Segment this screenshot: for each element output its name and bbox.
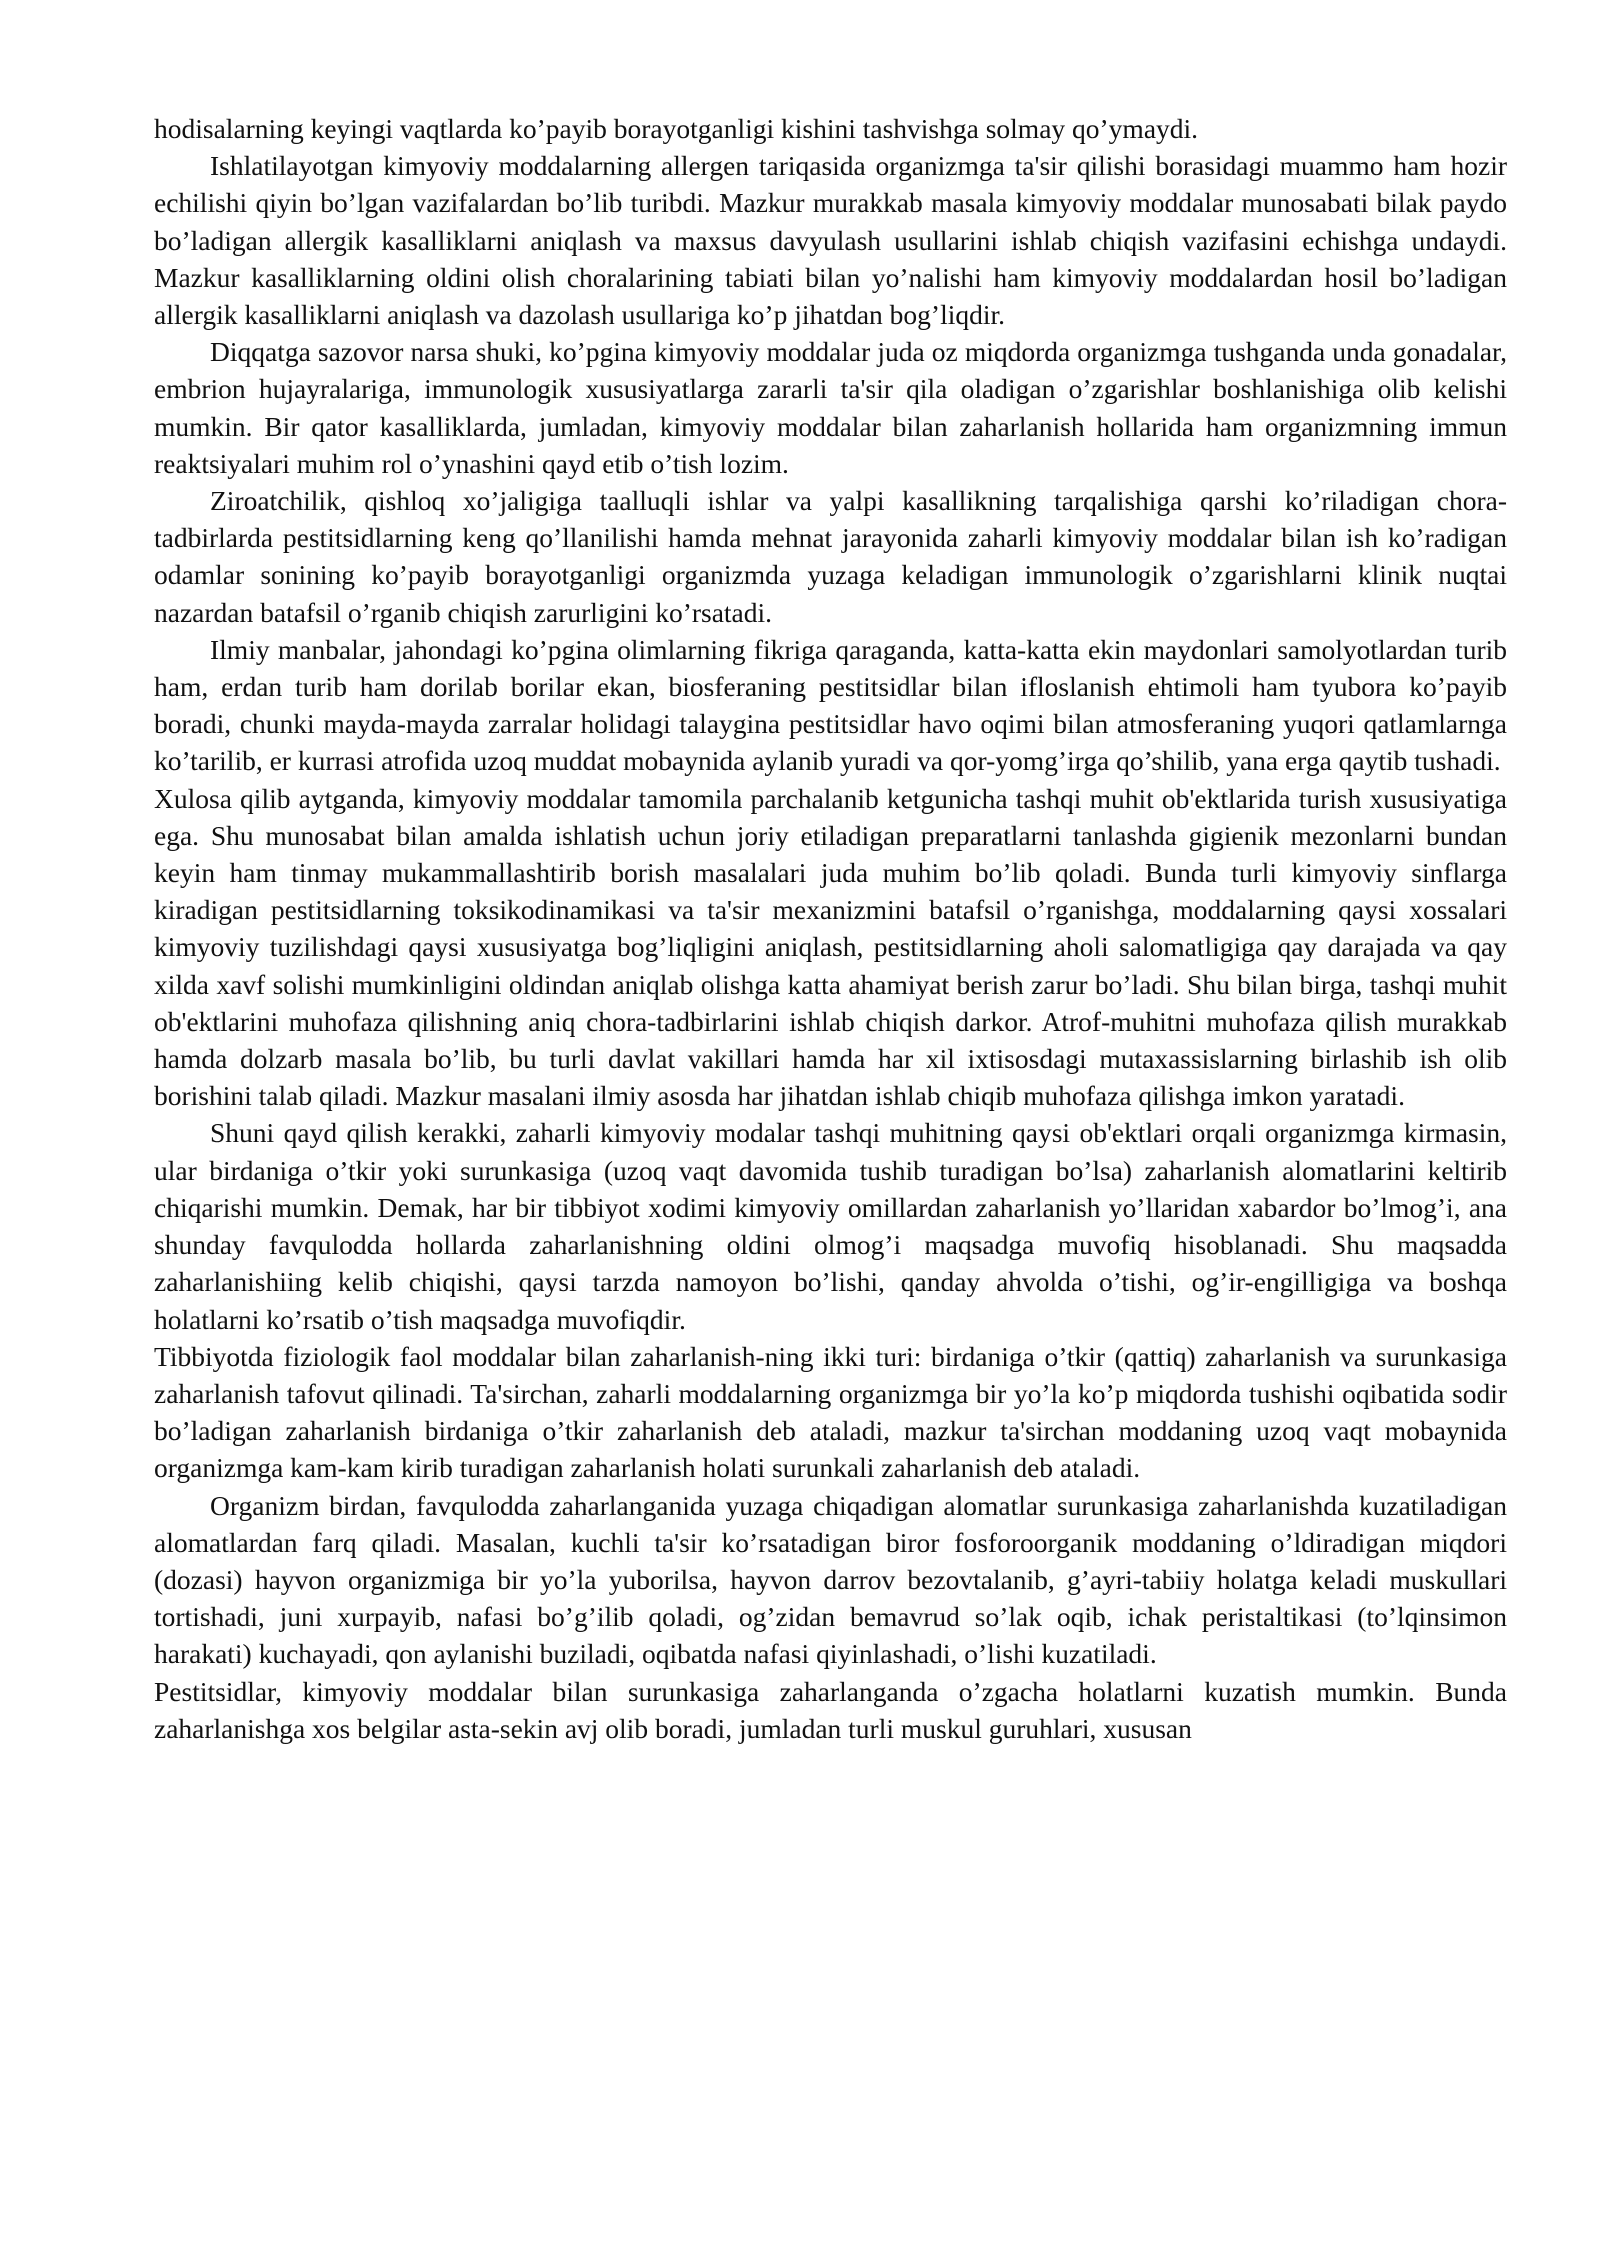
- paragraph-1: hodisalarning keyingi vaqtlarda ko’payib borayotganligi kishini tashvishga solmay qo’ymaydi.: [154, 113, 1199, 144]
- paragraph-10: Pestitsidlar, kimyoviy moddalar bilan surunkasiga zaharlanganda o’zgacha holatlarni kuzatish mumkin. Bunda zaharlanishga xos belgilar asta-sekin avj olib boradi, jumladan turli muskul guruhlari, xususan: [154, 1675, 1507, 1744]
- paragraph-3: Diqqatga sazovor narsa shuki, ko’pgina kimyoviy moddalar juda oz miqdorda organizmga tushganda unda gonadalar, embrion hujayralariga, immunologik xususiyatlarga zararli ta'sir qila oladigan o’zgarishlar boshlanishiga olib kelishi mumkin. Bir qator kasalliklarda, jumladan, kimyoviy moddalar bilan zaharlanish hollarida ham organizmning immun reaktsiyalari muhim rol o’ynashini qayd etib o’tish lozim.: [154, 336, 1507, 479]
- paragraph-7: Shuni qayd qilish kerakki, zaharli kimyoviy modalar tashqi muhitning qaysi ob'ektlari orqali organizmga kirmasin, ular birdaniga o’tkir yoki surunkasiga (uzoq vaqt davomida tushib turadigan bo’lsa) zaharlanish alomatlarini keltirib chiqarishi mumkin. Demak, har bir tibbiyot xodimi kimyoviy omillardan zaharlanish yo’llaridan xabardor bo’lmog’i, ana shunday favqulodda hollarda zaharlanishning oldini olmog’i maqsadga muvofiq hisoblanadi. Shu maqsadda zaharlanishiing kelib chiqishi, qaysi tarzda namoyon bo’lishi, qanday ahvolda o’tishi, og’ir-engilligiga va boshqa holatlarni ko’rsatib o’tish maqsadga muvofiqdir.: [154, 1117, 1507, 1335]
- paragraph-9: Organizm birdan, favqulodda zaharlanganida yuzaga chiqadigan alomatlar surunkasiga zaharlanishda kuzatiladigan alomatlardan farq qiladi. Masalan, kuchli ta'sir ko’rsatadigan biror fosforoorganik moddaning o’ldiradigan miqdori (dozasi) hayvon organizmiga bir yo’la yuborilsa, hayvon darrov bezovtalanib, g’ayri-tabiiy holatga keladi muskullari tortishadi, juni xurpayib, nafasi bo’g’ilib qoladi, og’zidan bemavrud so’lak oqib, ichak peristaltikasi (to’lqinsimon harakati) kuchayadi, qon aylanishi buziladi, oqibatda nafasi qiyinlashadi, o’lishi kuzatiladi.: [154, 1489, 1507, 1670]
- paragraph-4: Ziroatchilik, qishloq xo’jaligiga taalluqli ishlar va yalpi kasallikning tarqalishiga qarshi ko’riladigan chora-tadbirlarda pestitsidlarning keng qo’llanilishi hamda mehnat jarayonida zaharli kimyoviy moddalar bilan ish ko’radigan odamlar sonining ko’payib borayotganligi organizmda yuzaga keladigan immunologik o’zgarishlarni klinik nuqtai nazardan batafsil o’rganib chiqish zarurligini ko’rsatadi.: [154, 485, 1507, 628]
- paragraph-5: Ilmiy manbalar, jahondagi ko’pgina olimlarning fikriga qaraganda, katta-katta ekin maydonlari samolyotlardan turib ham, erdan turib ham dorilab borilar ekan, biosferaning pestitsidlar bilan ifloslanish ehtimoli ham tyubora ko’payib boradi, chunki mayda-mayda zarralar holidagi talaygina pestitsidlar havo oqimi bilan atmosferaning yuqori qatlamlarnga ko’tarilib, er kurrasi atrofida uzoq muddat mobaynida aylanib yuradi va qor-yomg’irga qo’shilib, yana erga qaytib tushadi.: [154, 633, 1507, 777]
- paragraph-2: Ishlatilayotgan kimyoviy moddalarning allergen tariqasida organizmga ta'sir qilishi borasidagi muammo ham hozir echilishi qiyin bo’lgan vazifalardan bo’lib turibdi. Mazkur murakkab masala kimyoviy moddalar munosabati bilak paydo bo’ladigan allergik kasalliklarni aniqlash va maxsus davyulash usullarini ishlab chiqish vazifasini echishga undaydi. Mazkur kasalliklarning oldini olish choralarining tabiati bilan yo’nalishi ham kimyoviy moddalardan hosil bo’ladigan allergik kasalliklarni aniqlash va dazolash usullariga ko’p jihatdan bog’liqdir.: [154, 150, 1507, 331]
- paragraph-8: Tibbiyotda fiziologik faol moddalar bilan zaharlanish-ning ikki turi: birdaniga o’tkir (qattiq) zaharlanish va surunkasiga zaharlanish tafovut qilinadi. Ta'sirchan, zaharli moddalarning organizmga bir yo’la ko’p miqdorda tushishi oqibatida sodir bo’ladigan zaharlanish birdaniga o’tkir zaharlanish deb ataladi, mazkur ta'sirchan moddaning uzoq vaqt mobaynida organizmga kam-kam kirib turadigan zaharlanish holati surunkali zaharlanish deb ataladi.: [154, 1340, 1507, 1484]
- paragraph-6: Xulosa qilib aytganda, kimyoviy moddalar tamomila parchalanib ketgunicha tashqi muhit ob'ektlarida turish xususiyatiga ega. Shu munosabat bilan amalda ishlatish uchun joriy etiladigan preparatlarni tanlashda gigienik mezonlarni bundan keyin ham tinmay mukammallashtirib borish masalalari juda muhim bo’lib qoladi. Bunda turli kimyoviy sinflarga kiradigan pestitsidlarning toksikodinamikasi va ta'sir mexanizmini batafsil o’rganishga, moddalarning qaysi xossalari kimyoviy tuzilishdagi qaysi xususiyatga bog’liqligini aniqlash, pestitsidlarning aholi salomatligiga qay darajada va qay xilda xavf solishi mumkinligini oldindan aniqlab olishga katta ahamiyat berish zarur bo’ladi. Shu bilan birga, tashqi muhit ob'ektlarini muhofaza qilishning aniq chora-tadbirlarini ishlab chiqish darkor. Atrof-muhitni muhofaza qilish murakkab hamda dolzarb masala bo’lib, bu turli davlat vakillari hamda har xil ixtisosdagi mutaxassislarning birlashib ish olib borishini talab qiladi. Mazkur masalani ilmiy asosda har jihatdan ishlab chiqib muhofaza qilishga imkon yaratadi.: [154, 782, 1507, 1112]
- document-page: [154, 110, 1507, 1747]
